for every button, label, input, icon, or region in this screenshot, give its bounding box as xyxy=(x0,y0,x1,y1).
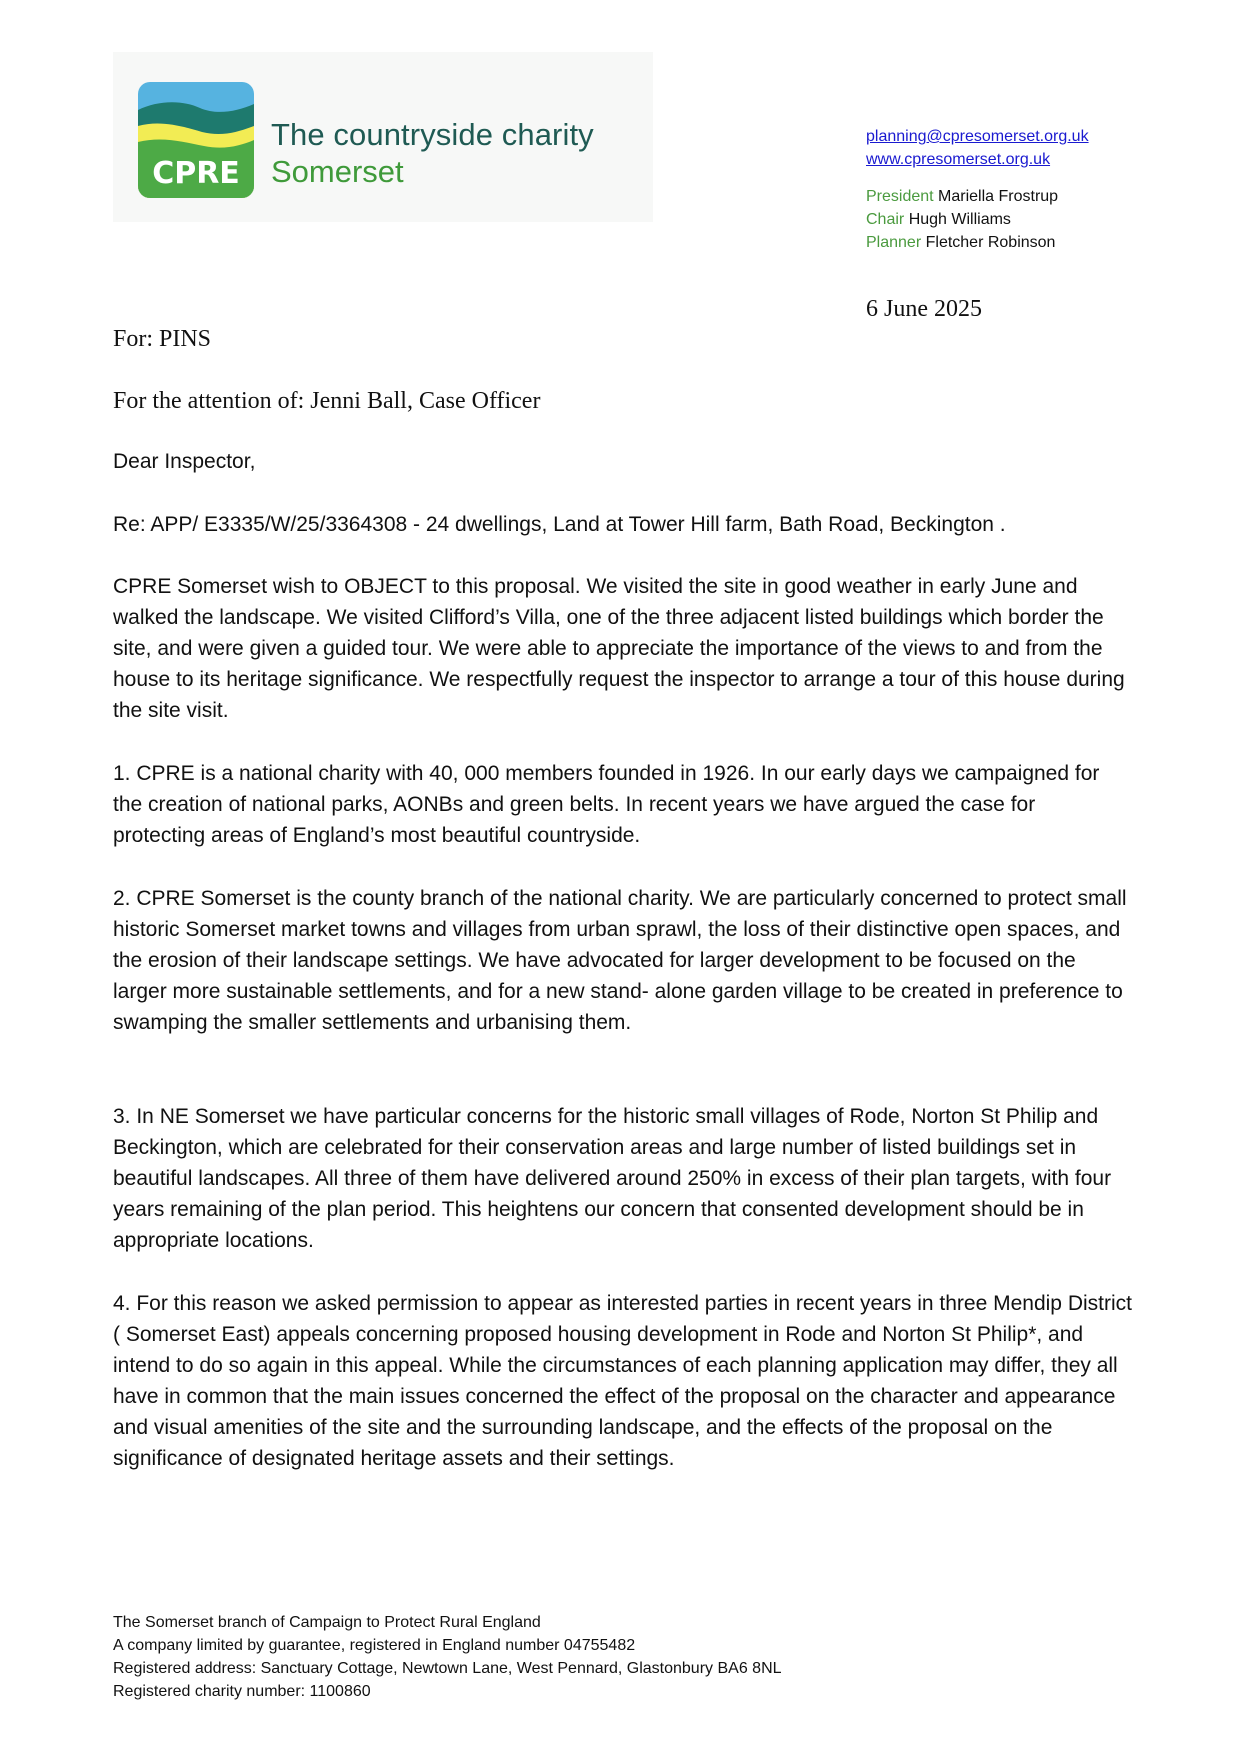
paragraph-4: 4. For this reason we asked permission to appear as interested parties in recent years in three Mendip District ( Somerset East) appeals concerning proposed housing development in Rode and Norton St Philip*, and intend to do so again in this appeal. While the circumstances of each planning application may differ, they all have in common that the main issues concerned the effect of the proposal on the character and appearance and visual amenities of the site and the surrounding landscape, and the effects of the proposal on the significance of designated heritage assets and their settings. xyxy=(113,1292,1132,1470)
footer-line: A company limited by guarantee, registered in England number 04755482 xyxy=(113,1637,636,1654)
for-line: For: PINS xyxy=(113,326,212,352)
logo-wordmark xyxy=(271,119,594,187)
footer xyxy=(113,1611,782,1703)
officer-name: Mariella Frostrup xyxy=(938,188,1059,205)
paragraph-2: 2. CPRE Somerset is the county branch of the national charity. We are particularly concerned to protect small historic Somerset market towns and villages from urban sprawl, the loss of their distinctive open spaces, and the erosion of their landscape settings. We have advocated for larger development to be focused on the larger more sustainable settlements, and for a new stand- alone garden village to be created in preference to swamping the smaller settlements and urbanising them. xyxy=(113,887,1127,1034)
logo-badge-text: CPRE xyxy=(152,156,240,191)
intro-paragraph: CPRE Somerset wish to OBJECT to this proposal. We visited the site in good weather in early June and walked the landscape. We visited Clifford’s Villa, one of the three adjacent listed buildings which border the site, and were given a guided tour. We were able to appreciate the importance of the views to and from the house to its heritage significance. We respectfully request the inspector to arrange a tour of this house during the site visit. xyxy=(113,575,1125,722)
attention-line: For the attention of: Jenni Ball, Case Officer xyxy=(113,388,541,414)
re-line: Re: APP/ E3335/W/25/3364308 - 24 dwellings, Land at Tower Hill farm, Bath Road, Beckington . xyxy=(113,513,1006,536)
officer-president xyxy=(866,185,1089,208)
logo-line1: The countryside charity xyxy=(271,117,594,152)
officer-name: Fletcher Robinson xyxy=(925,234,1056,251)
contact-block xyxy=(866,125,1089,254)
paragraph-1: 1. CPRE is a national charity with 40, 000 members founded in 1926. In our early days we campaigned for the creation of national parks, AONBs and green belts. In recent years we have argued the case for protecting areas of England’s most beautiful countryside. xyxy=(113,762,1100,847)
footer-line: Registered charity number: 1100860 xyxy=(113,1683,371,1700)
officer-planner xyxy=(866,231,1089,254)
officer-name: Hugh Williams xyxy=(908,211,1011,228)
officer-chair xyxy=(866,208,1089,231)
footer-line: The Somerset branch of Campaign to Protect Rural England xyxy=(113,1614,541,1631)
letter-date: 6 June 2025 xyxy=(866,296,982,322)
officer-role: President xyxy=(866,188,934,205)
footer-line: Registered address: Sanctuary Cottage, Newtown Lane, West Pennard, Glastonbury BA6 8NL xyxy=(113,1660,782,1677)
salutation: Dear Inspector, xyxy=(113,450,256,473)
officer-role: Chair xyxy=(866,211,905,228)
officer-role: Planner xyxy=(866,234,922,251)
cpre-logo-icon xyxy=(138,82,254,198)
paragraph-3: 3. In NE Somerset we have particular concerns for the historic small villages of Rode, Norton St Philip and Beckington, which are celebrated for their conservation areas and large number of listed buildings set in beautiful landscapes. All three of them have delivered around 250% in excess of their plan targets, with four years remaining of the plan period. This heightens our concern that consented development should be in appropriate locations. xyxy=(113,1105,1112,1252)
website-link[interactable]: www.cpresomerset.org.uk xyxy=(866,151,1051,168)
logo xyxy=(113,52,653,222)
email-link[interactable]: planning@cpresomerset.org.uk xyxy=(866,128,1089,145)
logo-line2: Somerset xyxy=(271,154,404,189)
cpre-landscape-icon xyxy=(138,82,254,198)
officers-list xyxy=(866,185,1089,254)
